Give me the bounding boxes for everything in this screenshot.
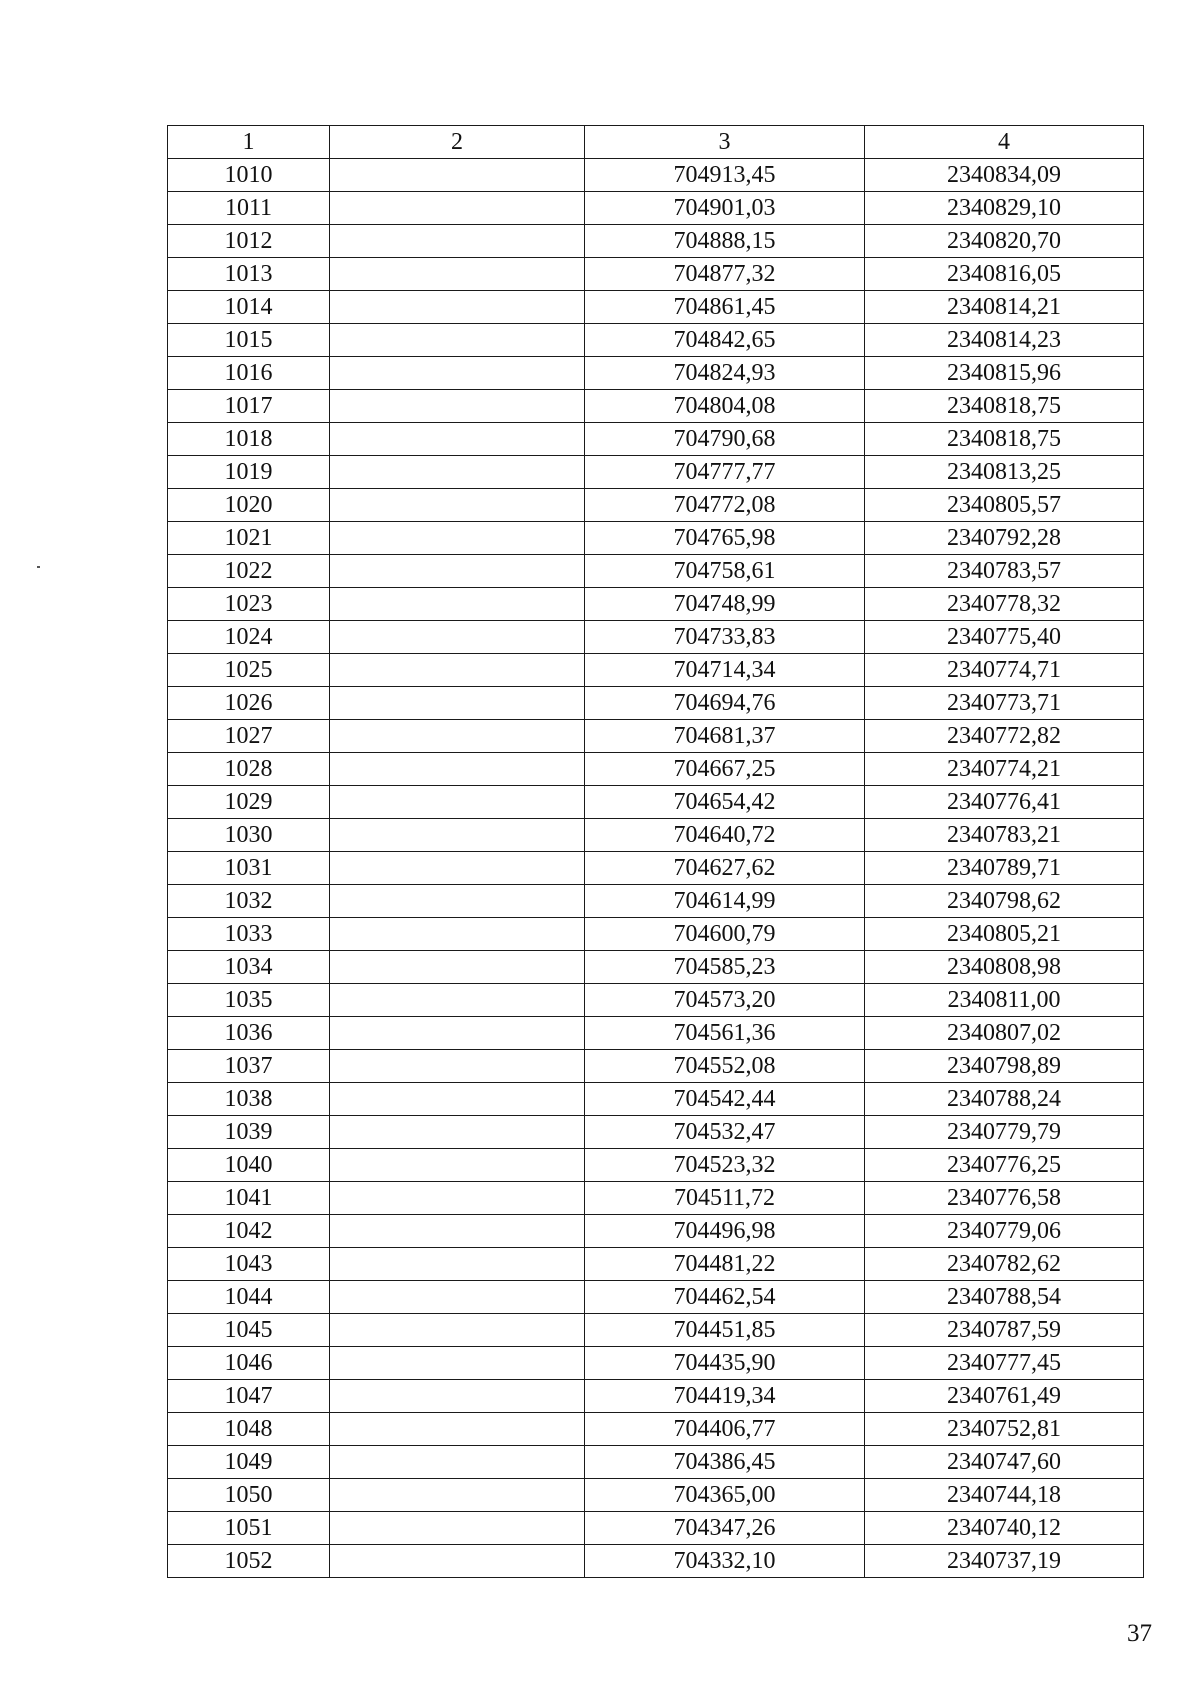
point-number-cell: 1033 bbox=[168, 918, 330, 951]
table-row bbox=[168, 1314, 1144, 1347]
table-row bbox=[168, 1446, 1144, 1479]
point-number-cell: 1031 bbox=[168, 852, 330, 885]
point-number-cell: 1022 bbox=[168, 555, 330, 588]
blank-cell bbox=[330, 192, 585, 225]
blank-cell bbox=[330, 984, 585, 1017]
blank-cell bbox=[330, 918, 585, 951]
blank-cell bbox=[330, 1017, 585, 1050]
x-coordinate-cell: 704804,08 bbox=[585, 390, 865, 423]
blank-cell bbox=[330, 423, 585, 456]
x-coordinate-cell: 704714,34 bbox=[585, 654, 865, 687]
point-number-cell: 1046 bbox=[168, 1347, 330, 1380]
blank-cell bbox=[330, 1083, 585, 1116]
point-number-cell: 1010 bbox=[168, 159, 330, 192]
x-coordinate-cell: 704640,72 bbox=[585, 819, 865, 852]
table-row bbox=[168, 852, 1144, 885]
blank-cell bbox=[330, 522, 585, 555]
table-row bbox=[168, 1281, 1144, 1314]
y-coordinate-cell: 2340788,24 bbox=[865, 1083, 1144, 1116]
point-number-cell: 1029 bbox=[168, 786, 330, 819]
table-row bbox=[168, 1149, 1144, 1182]
table-row bbox=[168, 1512, 1144, 1545]
blank-cell bbox=[330, 555, 585, 588]
y-coordinate-cell: 2340807,02 bbox=[865, 1017, 1144, 1050]
blank-cell bbox=[330, 1149, 585, 1182]
blank-cell bbox=[330, 1479, 585, 1512]
y-coordinate-cell: 2340792,28 bbox=[865, 522, 1144, 555]
table-row bbox=[168, 423, 1144, 456]
table-row bbox=[168, 1248, 1144, 1281]
point-number-cell: 1045 bbox=[168, 1314, 330, 1347]
table-row bbox=[168, 357, 1144, 390]
point-number-cell: 1036 bbox=[168, 1017, 330, 1050]
x-coordinate-cell: 704842,65 bbox=[585, 324, 865, 357]
x-coordinate-cell: 704511,72 bbox=[585, 1182, 865, 1215]
table-header-row bbox=[168, 126, 1144, 159]
coordinates-table bbox=[167, 125, 1144, 1578]
blank-cell bbox=[330, 1314, 585, 1347]
blank-cell bbox=[330, 1281, 585, 1314]
y-coordinate-cell: 2340798,62 bbox=[865, 885, 1144, 918]
x-coordinate-cell: 704877,32 bbox=[585, 258, 865, 291]
y-coordinate-cell: 2340829,10 bbox=[865, 192, 1144, 225]
blank-cell bbox=[330, 1215, 585, 1248]
table-row bbox=[168, 456, 1144, 489]
y-coordinate-cell: 2340816,05 bbox=[865, 258, 1144, 291]
x-coordinate-cell: 704681,37 bbox=[585, 720, 865, 753]
x-coordinate-cell: 704667,25 bbox=[585, 753, 865, 786]
blank-cell bbox=[330, 621, 585, 654]
table-row bbox=[168, 1083, 1144, 1116]
point-number-cell: 1043 bbox=[168, 1248, 330, 1281]
x-coordinate-cell: 704627,62 bbox=[585, 852, 865, 885]
x-coordinate-cell: 704365,00 bbox=[585, 1479, 865, 1512]
point-number-cell: 1020 bbox=[168, 489, 330, 522]
table-row bbox=[168, 225, 1144, 258]
blank-cell bbox=[330, 390, 585, 423]
y-coordinate-cell: 2340772,82 bbox=[865, 720, 1144, 753]
blank-cell bbox=[330, 1050, 585, 1083]
table-row bbox=[168, 753, 1144, 786]
blank-cell bbox=[330, 1182, 585, 1215]
y-coordinate-cell: 2340787,59 bbox=[865, 1314, 1144, 1347]
point-number-cell: 1011 bbox=[168, 192, 330, 225]
point-number-cell: 1021 bbox=[168, 522, 330, 555]
x-coordinate-cell: 704419,34 bbox=[585, 1380, 865, 1413]
y-coordinate-cell: 2340774,71 bbox=[865, 654, 1144, 687]
y-coordinate-cell: 2340744,18 bbox=[865, 1479, 1144, 1512]
y-coordinate-cell: 2340779,79 bbox=[865, 1116, 1144, 1149]
table-row bbox=[168, 192, 1144, 225]
table-row bbox=[168, 654, 1144, 687]
y-coordinate-cell: 2340820,70 bbox=[865, 225, 1144, 258]
blank-cell bbox=[330, 1512, 585, 1545]
table-row bbox=[168, 951, 1144, 984]
blank-cell bbox=[330, 885, 585, 918]
y-coordinate-cell: 2340761,49 bbox=[865, 1380, 1144, 1413]
blank-cell bbox=[330, 1413, 585, 1446]
x-coordinate-cell: 704901,03 bbox=[585, 192, 865, 225]
blank-cell bbox=[330, 720, 585, 753]
point-number-cell: 1038 bbox=[168, 1083, 330, 1116]
x-coordinate-cell: 704532,47 bbox=[585, 1116, 865, 1149]
table-row bbox=[168, 687, 1144, 720]
point-number-cell: 1025 bbox=[168, 654, 330, 687]
x-coordinate-cell: 704748,99 bbox=[585, 588, 865, 621]
x-coordinate-cell: 704585,23 bbox=[585, 951, 865, 984]
x-coordinate-cell: 704406,77 bbox=[585, 1413, 865, 1446]
blank-cell bbox=[330, 1248, 585, 1281]
table-row bbox=[168, 1182, 1144, 1215]
x-coordinate-cell: 704552,08 bbox=[585, 1050, 865, 1083]
column-header-4: 4 bbox=[865, 126, 1144, 159]
point-number-cell: 1052 bbox=[168, 1545, 330, 1578]
y-coordinate-cell: 2340808,98 bbox=[865, 951, 1144, 984]
table-row bbox=[168, 1545, 1144, 1578]
table-row bbox=[168, 324, 1144, 357]
table-row bbox=[168, 918, 1144, 951]
blank-cell bbox=[330, 456, 585, 489]
point-number-cell: 1039 bbox=[168, 1116, 330, 1149]
y-coordinate-cell: 2340818,75 bbox=[865, 423, 1144, 456]
x-coordinate-cell: 704523,32 bbox=[585, 1149, 865, 1182]
column-header-3: 3 bbox=[585, 126, 865, 159]
table-row bbox=[168, 1413, 1144, 1446]
y-coordinate-cell: 2340777,45 bbox=[865, 1347, 1144, 1380]
blank-cell bbox=[330, 1446, 585, 1479]
x-coordinate-cell: 704861,45 bbox=[585, 291, 865, 324]
column-header-2: 2 bbox=[330, 126, 585, 159]
blank-cell bbox=[330, 357, 585, 390]
table-row bbox=[168, 390, 1144, 423]
blank-cell bbox=[330, 852, 585, 885]
y-coordinate-cell: 2340798,89 bbox=[865, 1050, 1144, 1083]
x-coordinate-cell: 704758,61 bbox=[585, 555, 865, 588]
x-coordinate-cell: 704772,08 bbox=[585, 489, 865, 522]
column-header-1: 1 bbox=[168, 126, 330, 159]
x-coordinate-cell: 704481,22 bbox=[585, 1248, 865, 1281]
point-number-cell: 1014 bbox=[168, 291, 330, 324]
y-coordinate-cell: 2340773,71 bbox=[865, 687, 1144, 720]
point-number-cell: 1012 bbox=[168, 225, 330, 258]
y-coordinate-cell: 2340814,23 bbox=[865, 324, 1144, 357]
page-number: 37 bbox=[1127, 1620, 1152, 1647]
x-coordinate-cell: 704654,42 bbox=[585, 786, 865, 819]
point-number-cell: 1032 bbox=[168, 885, 330, 918]
table-row bbox=[168, 258, 1144, 291]
blank-cell bbox=[330, 951, 585, 984]
x-coordinate-cell: 704435,90 bbox=[585, 1347, 865, 1380]
table-row bbox=[168, 1380, 1144, 1413]
point-number-cell: 1035 bbox=[168, 984, 330, 1017]
point-number-cell: 1023 bbox=[168, 588, 330, 621]
table-row bbox=[168, 720, 1144, 753]
y-coordinate-cell: 2340789,71 bbox=[865, 852, 1144, 885]
table-row bbox=[168, 1479, 1144, 1512]
y-coordinate-cell: 2340740,12 bbox=[865, 1512, 1144, 1545]
y-coordinate-cell: 2340752,81 bbox=[865, 1413, 1144, 1446]
x-coordinate-cell: 704614,99 bbox=[585, 885, 865, 918]
y-coordinate-cell: 2340813,25 bbox=[865, 456, 1144, 489]
table-row bbox=[168, 885, 1144, 918]
table-body bbox=[168, 159, 1144, 1578]
x-coordinate-cell: 704824,93 bbox=[585, 357, 865, 390]
table-row bbox=[168, 555, 1144, 588]
x-coordinate-cell: 704561,36 bbox=[585, 1017, 865, 1050]
y-coordinate-cell: 2340814,21 bbox=[865, 291, 1144, 324]
x-coordinate-cell: 704913,45 bbox=[585, 159, 865, 192]
point-number-cell: 1040 bbox=[168, 1149, 330, 1182]
x-coordinate-cell: 704600,79 bbox=[585, 918, 865, 951]
y-coordinate-cell: 2340811,00 bbox=[865, 984, 1144, 1017]
blank-cell bbox=[330, 1545, 585, 1578]
point-number-cell: 1049 bbox=[168, 1446, 330, 1479]
point-number-cell: 1050 bbox=[168, 1479, 330, 1512]
x-coordinate-cell: 704733,83 bbox=[585, 621, 865, 654]
table-row bbox=[168, 621, 1144, 654]
table-row bbox=[168, 522, 1144, 555]
blank-cell bbox=[330, 786, 585, 819]
y-coordinate-cell: 2340778,32 bbox=[865, 588, 1144, 621]
blank-cell bbox=[330, 489, 585, 522]
x-coordinate-cell: 704542,44 bbox=[585, 1083, 865, 1116]
point-number-cell: 1030 bbox=[168, 819, 330, 852]
point-number-cell: 1013 bbox=[168, 258, 330, 291]
blank-cell bbox=[330, 1116, 585, 1149]
x-coordinate-cell: 704451,85 bbox=[585, 1314, 865, 1347]
x-coordinate-cell: 704765,98 bbox=[585, 522, 865, 555]
x-coordinate-cell: 704386,45 bbox=[585, 1446, 865, 1479]
y-coordinate-cell: 2340747,60 bbox=[865, 1446, 1144, 1479]
point-number-cell: 1017 bbox=[168, 390, 330, 423]
x-coordinate-cell: 704573,20 bbox=[585, 984, 865, 1017]
y-coordinate-cell: 2340774,21 bbox=[865, 753, 1144, 786]
y-coordinate-cell: 2340834,09 bbox=[865, 159, 1144, 192]
y-coordinate-cell: 2340805,57 bbox=[865, 489, 1144, 522]
y-coordinate-cell: 2340776,41 bbox=[865, 786, 1144, 819]
table-row bbox=[168, 1215, 1144, 1248]
point-number-cell: 1037 bbox=[168, 1050, 330, 1083]
x-coordinate-cell: 704347,26 bbox=[585, 1512, 865, 1545]
x-coordinate-cell: 704790,68 bbox=[585, 423, 865, 456]
blank-cell bbox=[330, 225, 585, 258]
table-row bbox=[168, 984, 1144, 1017]
y-coordinate-cell: 2340783,21 bbox=[865, 819, 1144, 852]
blank-cell bbox=[330, 819, 585, 852]
table-row bbox=[168, 1116, 1144, 1149]
x-coordinate-cell: 704888,15 bbox=[585, 225, 865, 258]
point-number-cell: 1027 bbox=[168, 720, 330, 753]
y-coordinate-cell: 2340775,40 bbox=[865, 621, 1144, 654]
scan-speck bbox=[37, 566, 40, 568]
blank-cell bbox=[330, 159, 585, 192]
y-coordinate-cell: 2340805,21 bbox=[865, 918, 1144, 951]
y-coordinate-cell: 2340815,96 bbox=[865, 357, 1144, 390]
table-row bbox=[168, 291, 1144, 324]
point-number-cell: 1044 bbox=[168, 1281, 330, 1314]
point-number-cell: 1028 bbox=[168, 753, 330, 786]
y-coordinate-cell: 2340788,54 bbox=[865, 1281, 1144, 1314]
point-number-cell: 1019 bbox=[168, 456, 330, 489]
table-row bbox=[168, 159, 1144, 192]
table-row bbox=[168, 1050, 1144, 1083]
blank-cell bbox=[330, 1380, 585, 1413]
point-number-cell: 1018 bbox=[168, 423, 330, 456]
point-number-cell: 1026 bbox=[168, 687, 330, 720]
y-coordinate-cell: 2340779,06 bbox=[865, 1215, 1144, 1248]
table-row bbox=[168, 489, 1144, 522]
x-coordinate-cell: 704777,77 bbox=[585, 456, 865, 489]
point-number-cell: 1015 bbox=[168, 324, 330, 357]
point-number-cell: 1042 bbox=[168, 1215, 330, 1248]
y-coordinate-cell: 2340776,25 bbox=[865, 1149, 1144, 1182]
x-coordinate-cell: 704462,54 bbox=[585, 1281, 865, 1314]
point-number-cell: 1034 bbox=[168, 951, 330, 984]
point-number-cell: 1051 bbox=[168, 1512, 330, 1545]
table-row bbox=[168, 1347, 1144, 1380]
blank-cell bbox=[330, 588, 585, 621]
blank-cell bbox=[330, 258, 585, 291]
x-coordinate-cell: 704332,10 bbox=[585, 1545, 865, 1578]
point-number-cell: 1048 bbox=[168, 1413, 330, 1446]
blank-cell bbox=[330, 654, 585, 687]
y-coordinate-cell: 2340776,58 bbox=[865, 1182, 1144, 1215]
x-coordinate-cell: 704694,76 bbox=[585, 687, 865, 720]
x-coordinate-cell: 704496,98 bbox=[585, 1215, 865, 1248]
y-coordinate-cell: 2340737,19 bbox=[865, 1545, 1144, 1578]
point-number-cell: 1016 bbox=[168, 357, 330, 390]
point-number-cell: 1024 bbox=[168, 621, 330, 654]
table-row bbox=[168, 1017, 1144, 1050]
table-row bbox=[168, 819, 1144, 852]
blank-cell bbox=[330, 1347, 585, 1380]
blank-cell bbox=[330, 324, 585, 357]
point-number-cell: 1047 bbox=[168, 1380, 330, 1413]
blank-cell bbox=[330, 291, 585, 324]
blank-cell bbox=[330, 753, 585, 786]
y-coordinate-cell: 2340782,62 bbox=[865, 1248, 1144, 1281]
blank-cell bbox=[330, 687, 585, 720]
y-coordinate-cell: 2340818,75 bbox=[865, 390, 1144, 423]
y-coordinate-cell: 2340783,57 bbox=[865, 555, 1144, 588]
table-row bbox=[168, 588, 1144, 621]
table-row bbox=[168, 786, 1144, 819]
point-number-cell: 1041 bbox=[168, 1182, 330, 1215]
